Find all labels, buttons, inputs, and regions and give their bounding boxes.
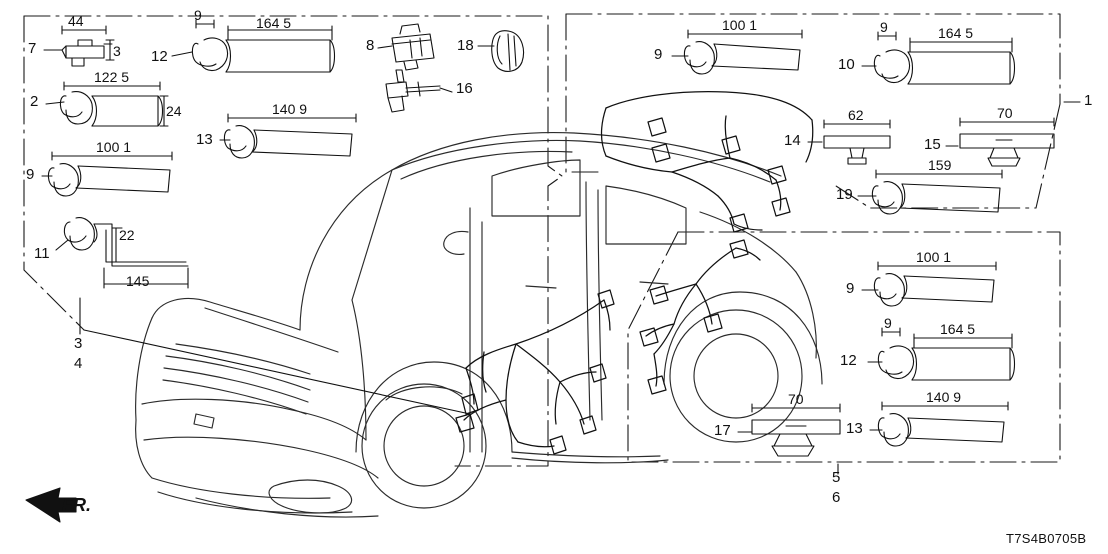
harness-engine-bay <box>456 290 614 454</box>
callout-11: 11 <box>34 245 50 262</box>
dim-100-1-left: 100 1 <box>96 139 132 155</box>
group-frame-right-top <box>566 14 1060 208</box>
harness-rear-side <box>640 240 760 394</box>
front-direction-label: FR. <box>62 495 91 515</box>
callout-14: 14 <box>784 132 801 149</box>
part-16-bracket <box>386 70 440 112</box>
callout-12: 12 <box>151 48 168 65</box>
callout-16: 16 <box>456 80 473 97</box>
dim-164-5-top: 164 5 <box>256 15 292 31</box>
callout-1: 1 <box>1084 92 1093 109</box>
dim-24: 24 <box>166 103 182 119</box>
dim-62: 62 <box>848 107 864 123</box>
callout-15: 15 <box>924 136 941 153</box>
dim-100-1-right-top: 100 1 <box>722 17 758 33</box>
part-7-clip <box>62 26 114 66</box>
callout-9-right-bottom: 9 <box>846 280 855 297</box>
dim-140-9-right: 140 9 <box>926 389 962 405</box>
callout-18: 18 <box>457 37 474 54</box>
part-2-harness <box>60 82 168 126</box>
callout-8: 8 <box>366 37 375 54</box>
part-9-harness-left <box>48 152 172 196</box>
callout-4: 4 <box>74 355 83 372</box>
part-14-clip <box>824 120 890 164</box>
part-9-harness-right-top <box>684 30 802 74</box>
part-18-grommet <box>492 31 524 72</box>
callout-7: 7 <box>28 40 37 57</box>
callout-12-bottom: 12 <box>840 352 857 369</box>
dim-22: 22 <box>119 227 135 243</box>
callout-10: 10 <box>838 56 855 73</box>
callout-5: 5 <box>832 469 841 486</box>
dim-159: 159 <box>928 157 952 173</box>
callout-9-left: 9 <box>26 166 35 183</box>
callout-9-right-top: 9 <box>654 46 663 63</box>
dim-9-right: 9 <box>880 19 888 35</box>
vehicle-outline <box>136 133 822 517</box>
dim-3: 3 <box>113 43 121 59</box>
dim-145: 145 <box>126 273 150 289</box>
callout-17: 17 <box>714 422 731 439</box>
dim-70-upper: 70 <box>997 105 1013 121</box>
dim-164-5-bottom: 164 5 <box>940 321 976 337</box>
callout-19: 19 <box>836 186 853 203</box>
drawing-number: T7S4B0705B <box>1006 531 1087 546</box>
dim-122-5: 122 5 <box>94 69 130 85</box>
part-19-harness <box>872 170 1002 214</box>
dim-140-9-left: 140 9 <box>272 101 308 117</box>
part-9-harness-right-bottom <box>874 262 996 306</box>
harness-roof <box>602 92 813 232</box>
callout-13: 13 <box>196 131 213 148</box>
part-13-harness-left <box>224 114 356 158</box>
part-17-clip <box>752 404 840 456</box>
part-13-harness-right <box>878 402 1008 446</box>
dim-164-5-right: 164 5 <box>938 25 974 41</box>
callout-6: 6 <box>832 489 841 506</box>
part-8-connector <box>392 24 434 70</box>
callout-3: 3 <box>74 335 83 352</box>
dim-9-top: 9 <box>194 7 202 23</box>
dim-100-1-right-bottom: 100 1 <box>916 249 952 265</box>
callout-13-bottom: 13 <box>846 420 863 437</box>
part-15-clip <box>960 118 1054 166</box>
dim-44: 44 <box>68 13 84 29</box>
dim-70-lower: 70 <box>788 391 804 407</box>
dim-9-bottom: 9 <box>884 315 892 331</box>
callout-2: 2 <box>30 93 39 110</box>
